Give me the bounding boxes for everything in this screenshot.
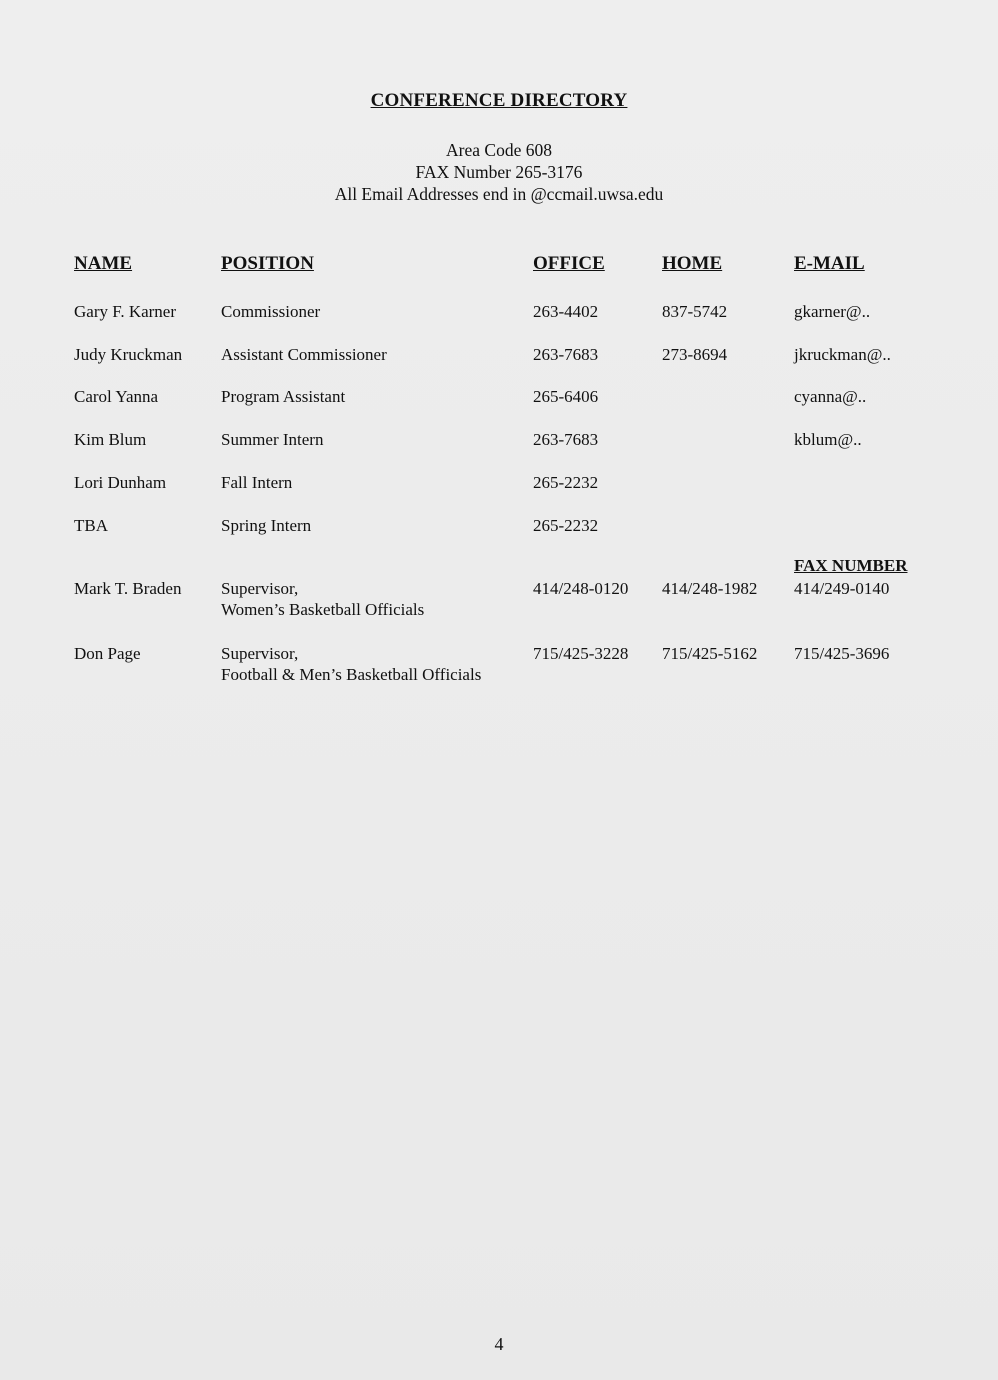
row-position: Spring Intern	[221, 516, 312, 535]
row-name: Gary F. Karner	[74, 302, 177, 321]
row-position: Supervisor,	[221, 644, 299, 663]
row-name: Kim Blum	[74, 430, 147, 449]
row-position-detail: Women’s Basketball Officials	[221, 600, 425, 619]
row-office: 263-7683	[533, 345, 599, 364]
row-name: Judy Kruckman	[74, 345, 183, 364]
directory-title: CONFERENCE DIRECTORY	[370, 90, 628, 111]
row-fax: 414/249-0140	[794, 579, 890, 598]
header-name: NAME	[74, 253, 133, 274]
row-home: 273-8694	[662, 345, 728, 364]
row-name: Lori Dunham	[74, 473, 167, 492]
row-home: 715/425-5162	[662, 644, 758, 663]
row-office: 265-2232	[533, 516, 599, 535]
row-position: Commissioner	[221, 302, 321, 321]
row-office: 263-4402	[533, 302, 599, 321]
row-office: 265-6406	[533, 387, 599, 406]
header-office: OFFICE	[533, 253, 605, 274]
row-email: jkruckman@..	[794, 345, 891, 364]
row-position: Fall Intern	[221, 473, 293, 492]
header-position: POSITION	[221, 253, 314, 274]
row-office: 265-2232	[533, 473, 599, 492]
header-email: E-MAIL	[794, 253, 865, 274]
row-position: Program Assistant	[221, 387, 346, 406]
row-email: cyanna@..	[794, 387, 867, 406]
row-office: 715/425-3228	[533, 644, 629, 663]
row-email: gkarner@..	[794, 302, 871, 321]
row-office: 263-7683	[533, 430, 599, 449]
row-position-detail: Football & Men’s Basketball Officials	[221, 665, 482, 684]
area-code-line: Area Code 608	[446, 140, 552, 160]
row-home: 414/248-1982	[662, 579, 758, 598]
page-number: 4	[494, 1334, 504, 1354]
row-fax: 715/425-3696	[794, 644, 890, 663]
row-position: Assistant Commissioner	[221, 345, 387, 364]
row-name: Carol Yanna	[74, 387, 159, 406]
row-office: 414/248-0120	[533, 579, 629, 598]
header-home: HOME	[662, 253, 723, 274]
row-name: Don Page	[74, 644, 141, 663]
email-note-line: All Email Addresses end in @ccmail.uwsa.edu	[334, 184, 664, 204]
row-home: 837-5742	[662, 302, 728, 321]
row-name: TBA	[74, 516, 108, 535]
header-fax-number: FAX NUMBER	[794, 556, 908, 575]
fax-number-line: FAX Number 265-3176	[415, 162, 583, 182]
row-name: Mark T. Braden	[74, 579, 182, 598]
row-email: kblum@..	[794, 430, 862, 449]
row-position: Supervisor,	[221, 579, 299, 598]
row-position: Summer Intern	[221, 430, 324, 449]
